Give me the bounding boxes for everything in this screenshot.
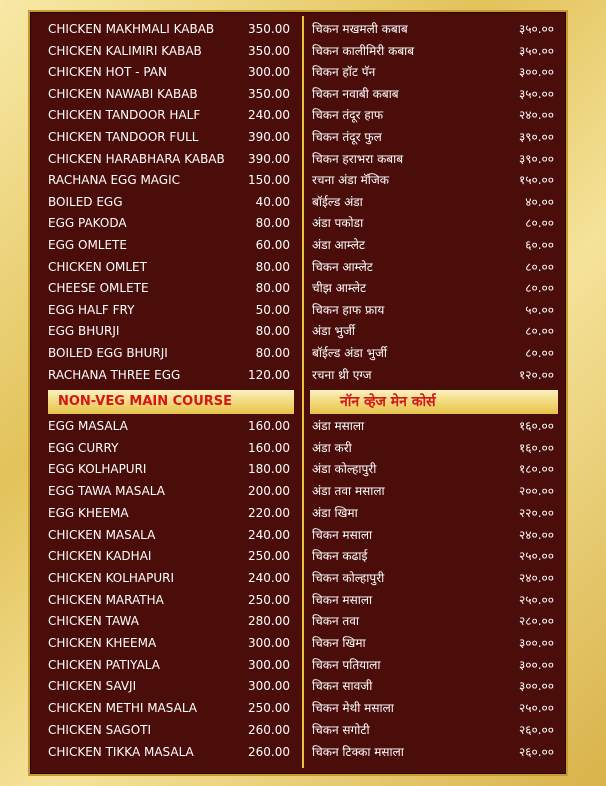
item-price-hi: ५०.००: [525, 302, 554, 317]
item-price-hi: ६०.००: [525, 238, 554, 252]
menu-item-row: [30, 590, 566, 610]
item-name-hi: चिकन सगोटी: [312, 722, 370, 737]
item-price-hi: २५०.००: [518, 701, 554, 716]
item-price: 240.00: [248, 108, 290, 123]
item-name-hi: बॉईल्ड अंडा भुर्जी: [312, 346, 388, 360]
item-price: 260.00: [248, 722, 290, 737]
item-price-hi: ३००.००: [518, 657, 554, 672]
item-price: 80.00: [255, 216, 290, 231]
item-price-hi: २६०.००: [518, 744, 554, 759]
item-price-hi: १५०.००: [518, 173, 554, 188]
item-name-en: CHICKEN KOLHAPURI: [48, 570, 175, 585]
item-name-en: CHICKEN TAWA: [48, 614, 139, 629]
item-price: 200.00: [248, 484, 290, 499]
item-price-hi: २६०.००: [518, 722, 554, 737]
menu-item-row: [30, 655, 566, 675]
item-price: 350.00: [248, 43, 290, 58]
item-price: 390.00: [248, 130, 290, 144]
menu-item-row: [30, 503, 566, 523]
item-price: 160.00: [248, 440, 290, 455]
item-name-hi: चिकन आम्लेट: [312, 259, 373, 274]
item-price: 80.00: [255, 259, 290, 274]
item-name-hi: अंडा मसाला: [312, 419, 365, 433]
item-name-hi: चिकन कोल्हापुरी: [312, 570, 385, 585]
item-price: 160.00: [248, 419, 290, 433]
menu-item-row: [30, 742, 566, 762]
item-name-hi: चिकन तंदूर फुल: [312, 130, 382, 144]
item-price: 250.00: [248, 701, 290, 716]
menu-item-row: [30, 257, 566, 277]
menu-item-row: [30, 300, 566, 320]
menu-item-row: [30, 438, 566, 458]
item-name-hi: अंडा तवा मसाला: [312, 484, 385, 499]
item-name-en: CHICKEN MASALA: [48, 527, 156, 542]
item-price: 250.00: [248, 549, 290, 564]
item-price-hi: ३९०.००: [518, 130, 554, 144]
item-name-en: CHICKEN TANDOOR FULL: [48, 130, 199, 144]
item-price-hi: ८०.००: [525, 259, 554, 274]
menu-item-row: [30, 676, 566, 696]
item-name-en: EGG HALF FRY: [48, 302, 135, 317]
item-price-hi: १६०.००: [518, 419, 554, 433]
item-price-hi: ८०.००: [525, 216, 554, 231]
item-price-hi: ३००.००: [518, 65, 554, 80]
menu-item-row: [30, 416, 566, 436]
item-name-en: CHEESE OMLETE: [48, 281, 149, 296]
item-price-hi: ८०.००: [525, 324, 554, 339]
item-price: 50.00: [255, 302, 290, 317]
item-price: 300.00: [248, 679, 290, 694]
menu-item-row: [30, 568, 566, 588]
menu-item-row: [30, 546, 566, 566]
menu-item-row: [30, 170, 566, 190]
item-price-hi: २४०.००: [518, 570, 554, 585]
item-name-hi: चिकन मेथी मसाला: [312, 701, 394, 716]
menu-item-row: [30, 459, 566, 479]
menu-item-row: [30, 62, 566, 82]
item-name-hi: बॉईल्ड अंडा: [312, 194, 363, 209]
item-name-hi: चिकन कालीमिरी कबाब: [312, 43, 415, 58]
item-price: 80.00: [255, 324, 290, 339]
menu-item-row: [30, 365, 566, 385]
item-price: 240.00: [248, 527, 290, 542]
item-name-hi: चिकन तंदूर हाफ: [312, 108, 384, 123]
item-price-hi: १२०.००: [518, 367, 554, 382]
item-name-hi: अंडा कोल्हापुरी: [312, 462, 377, 477]
item-price-hi: १८०.००: [518, 462, 554, 477]
item-name-en: CHICKEN MAKHMALI KABAB: [48, 22, 215, 36]
item-price: 260.00: [248, 744, 290, 759]
item-name-en: CHICKEN KALIMIRI KABAB: [48, 43, 202, 58]
item-name-en: EGG TAWA MASALA: [48, 484, 165, 499]
item-price: 180.00: [248, 462, 290, 477]
menu-board: [30, 12, 566, 774]
menu-item-row: [30, 127, 566, 147]
item-name-hi: चिकन खिमा: [312, 636, 366, 650]
item-name-en: CHICKEN HARABHARA KABAB: [48, 151, 225, 166]
item-name-hi: चीझ आम्लेट: [312, 281, 367, 296]
item-name-hi: चिकन टिक्का मसाला: [312, 744, 404, 759]
item-name-en: BOILED EGG BHURJI: [48, 346, 168, 360]
menu-item-row: [30, 19, 566, 39]
menu-item-row: [30, 278, 566, 298]
item-price-hi: ४०.००: [525, 194, 554, 209]
item-price: 350.00: [248, 22, 290, 36]
item-price-hi: २००.००: [518, 484, 554, 499]
item-price-hi: २५०.००: [518, 592, 554, 607]
item-name-en: EGG CURRY: [48, 440, 119, 455]
item-price: 220.00: [248, 505, 290, 520]
item-name-en: BOILED EGG: [48, 194, 123, 209]
item-name-hi: अंडा आम्लेट: [312, 238, 365, 252]
item-name-en: RACHANA THREE EGG: [48, 367, 181, 382]
item-name-en: RACHANA EGG MAGIC: [48, 173, 181, 188]
item-name-hi: अंडा पकोडा: [312, 216, 364, 231]
menu-item-row: [30, 481, 566, 501]
item-name-hi: चिकन हराभरा कबाब: [312, 151, 404, 166]
item-name-en: CHICKEN SAVJI: [48, 679, 137, 694]
item-name-en: CHICKEN NAWABI KABAB: [48, 86, 198, 101]
item-price-hi: २८०.००: [518, 614, 554, 629]
item-name-en: EGG MASALA: [48, 419, 128, 433]
menu-item-row: [30, 611, 566, 631]
item-price: 300.00: [248, 657, 290, 672]
item-name-en: EGG OMLETE: [48, 238, 127, 252]
menu-item-row: [30, 633, 566, 653]
item-name-hi: चिकन पतियाला: [312, 657, 381, 672]
menu-item-row: [30, 105, 566, 125]
menu-item-row: [30, 720, 566, 740]
section-header-en: [48, 390, 294, 414]
item-price-hi: ३५०.००: [518, 22, 554, 36]
item-name-hi: चिकन तवा: [312, 614, 360, 629]
item-name-hi: अंडा करी: [312, 440, 352, 455]
item-name-hi: चिकन सावजी: [312, 679, 373, 694]
item-name-hi: चिकन मसाला: [312, 592, 373, 607]
item-name-en: CHICKEN MARATHA: [48, 592, 164, 607]
menu-item-row: [30, 213, 566, 233]
item-name-hi: रचना थ्री एग्ज: [312, 367, 372, 382]
item-name-hi: चिकन हाफ फ्राय: [312, 302, 385, 317]
item-price: 240.00: [248, 570, 290, 585]
item-name-hi: रचना अंडा मॅजिक: [312, 173, 390, 188]
item-price-hi: २५०.००: [518, 549, 554, 564]
menu-item-row: [30, 525, 566, 545]
menu-item-row: [30, 41, 566, 61]
item-name-en: CHICKEN KHEEMA: [48, 636, 157, 650]
menu-item-row: [30, 84, 566, 104]
item-price-hi: ३५०.००: [518, 86, 554, 101]
menu-item-row: [30, 149, 566, 169]
item-name-en: CHICKEN OMLET: [48, 259, 147, 274]
item-price-hi: ८०.००: [525, 281, 554, 296]
item-price: 300.00: [248, 65, 290, 80]
item-name-hi: चिकन नवाबी कबाब: [312, 86, 399, 101]
item-price: 80.00: [255, 346, 290, 360]
menu-item-row: [30, 343, 566, 363]
item-price-hi: ३५०.००: [518, 43, 554, 58]
item-name-en: EGG PAKODA: [48, 216, 127, 231]
section-title-en: NON-VEG MAIN COURSE: [58, 394, 233, 409]
item-name-en: EGG BHURJI: [48, 324, 120, 339]
item-price: 280.00: [248, 614, 290, 629]
item-name-en: CHICKEN SAGOTI: [48, 722, 152, 737]
item-name-hi: चिकन मसाला: [312, 527, 373, 542]
item-name-en: CHICKEN KADHAI: [48, 549, 152, 564]
item-price: 150.00: [248, 173, 290, 188]
item-price-hi: ३००.००: [518, 679, 554, 694]
item-name-hi: अंडा भुर्जी: [312, 324, 355, 339]
section-header-hi: [310, 390, 558, 414]
menu-item-row: [30, 698, 566, 718]
item-price: 120.00: [248, 367, 290, 382]
item-name-en: CHICKEN METHI MASALA: [48, 701, 197, 716]
menu-item-row: [30, 192, 566, 212]
item-name-hi: चिकन मखमली कबाब: [312, 22, 408, 36]
item-price-hi: ८०.००: [525, 346, 554, 360]
item-name-hi: चिकन कढाई: [312, 549, 368, 564]
item-price: 80.00: [255, 281, 290, 296]
item-price: 350.00: [248, 86, 290, 101]
item-price: 60.00: [255, 238, 290, 252]
item-name-hi: चिकन हॉट पॅन: [312, 65, 376, 80]
item-price-hi: ३९०.००: [518, 151, 554, 166]
menu-item-row: [30, 321, 566, 341]
item-name-en: CHICKEN PATIYALA: [48, 657, 160, 672]
item-price-hi: २४०.००: [518, 527, 554, 542]
item-price: 40.00: [255, 194, 290, 209]
item-name-en: EGG KHEEMA: [48, 505, 129, 520]
item-price-hi: २२०.००: [518, 505, 554, 520]
section-title-hi: नॉन व्हेज मेन कोर्स: [340, 394, 436, 410]
menu-item-row: [30, 235, 566, 255]
item-name-en: CHICKEN TIKKA MASALA: [48, 744, 194, 759]
item-price: 390.00: [248, 151, 290, 166]
item-name-en: CHICKEN TANDOOR HALF: [48, 108, 201, 123]
item-name-en: CHICKEN HOT - PAN: [48, 65, 167, 80]
item-name-en: EGG KOLHAPURI: [48, 462, 147, 477]
item-price: 300.00: [248, 636, 290, 650]
item-price-hi: ३००.००: [518, 636, 554, 650]
item-price-hi: २४०.००: [518, 108, 554, 123]
item-price: 250.00: [248, 592, 290, 607]
item-name-hi: अंडा खिमा: [312, 505, 358, 520]
item-price-hi: १६०.००: [518, 440, 554, 455]
